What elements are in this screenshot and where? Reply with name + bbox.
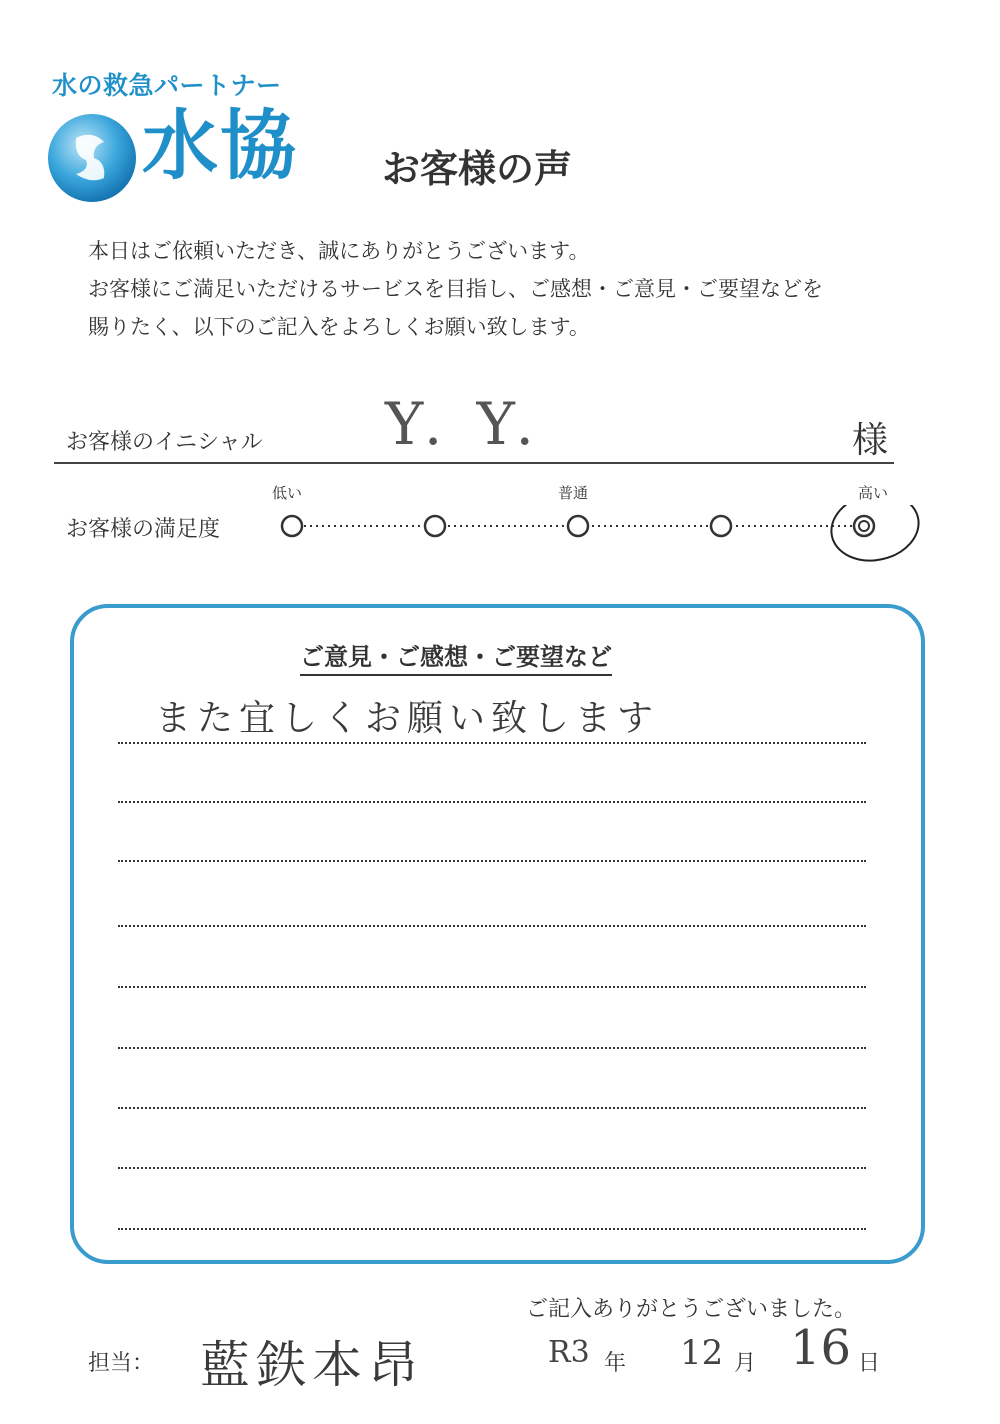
comment-line [118, 1047, 866, 1049]
date-month-field[interactable]: 12 [680, 1333, 724, 1373]
comment-line [118, 986, 866, 988]
year-label: 年 [604, 1351, 627, 1376]
scale-mid-label: 普通 [558, 484, 589, 502]
intro-line: お客様にご満足いただけるサービスを目指し、ご感想・ご意見・ご要望などを [88, 277, 823, 301]
page-title: お客様の声 [382, 147, 573, 191]
comment-line [118, 860, 866, 862]
satisfaction-scale [270, 505, 920, 565]
initials-field[interactable]: Y. Y. [385, 390, 542, 458]
satisfaction-label: お客様の満足度 [66, 517, 221, 542]
comment-text[interactable]: また宜しくお願い致します [155, 698, 660, 739]
comment-line [118, 1107, 866, 1109]
staff-name-field[interactable]: 藍鉄本昂 [200, 1336, 424, 1394]
intro-text [88, 232, 823, 346]
initials-label: お客様のイニシャル [66, 430, 263, 455]
comment-line [118, 1228, 866, 1230]
thanks-message: ご記入ありがとうございました。 [526, 1297, 857, 1322]
month-label: 月 [734, 1351, 757, 1376]
day-label: 日 [858, 1351, 881, 1376]
selection-circle-mark [825, 505, 920, 565]
scale-point-2[interactable] [425, 516, 445, 536]
scale-point-3[interactable] [568, 516, 588, 536]
water-drop-logo-icon [46, 112, 138, 204]
honorific-label: 様 [852, 420, 889, 461]
brand-tagline: 水の救急パートナー [52, 71, 282, 100]
comment-line [118, 801, 866, 803]
brand-name: 水協 [142, 101, 298, 190]
date-year-field[interactable]: R3 [548, 1335, 590, 1370]
staff-label: 担当： [88, 1351, 155, 1376]
date-day-field[interactable]: 16 [790, 1320, 852, 1376]
comment-line [118, 742, 866, 744]
intro-line: 本日はご依頼いただき、誠にありがとうございます。 [88, 239, 590, 263]
initials-underline [54, 462, 894, 464]
scale-low-label: 低い [272, 484, 303, 502]
intro-line: 賜りたく、以下のご記入をよろしくお願い致します。 [88, 315, 590, 339]
scale-high-label: 高い [858, 484, 889, 502]
comment-box-title: ご意見・ご感想・ご要望など [300, 637, 612, 676]
comment-line [118, 1167, 866, 1169]
comment-line [118, 925, 866, 927]
scale-point-5[interactable] [854, 516, 874, 536]
scale-point-4[interactable] [711, 516, 731, 536]
scale-point-1[interactable] [282, 516, 302, 536]
